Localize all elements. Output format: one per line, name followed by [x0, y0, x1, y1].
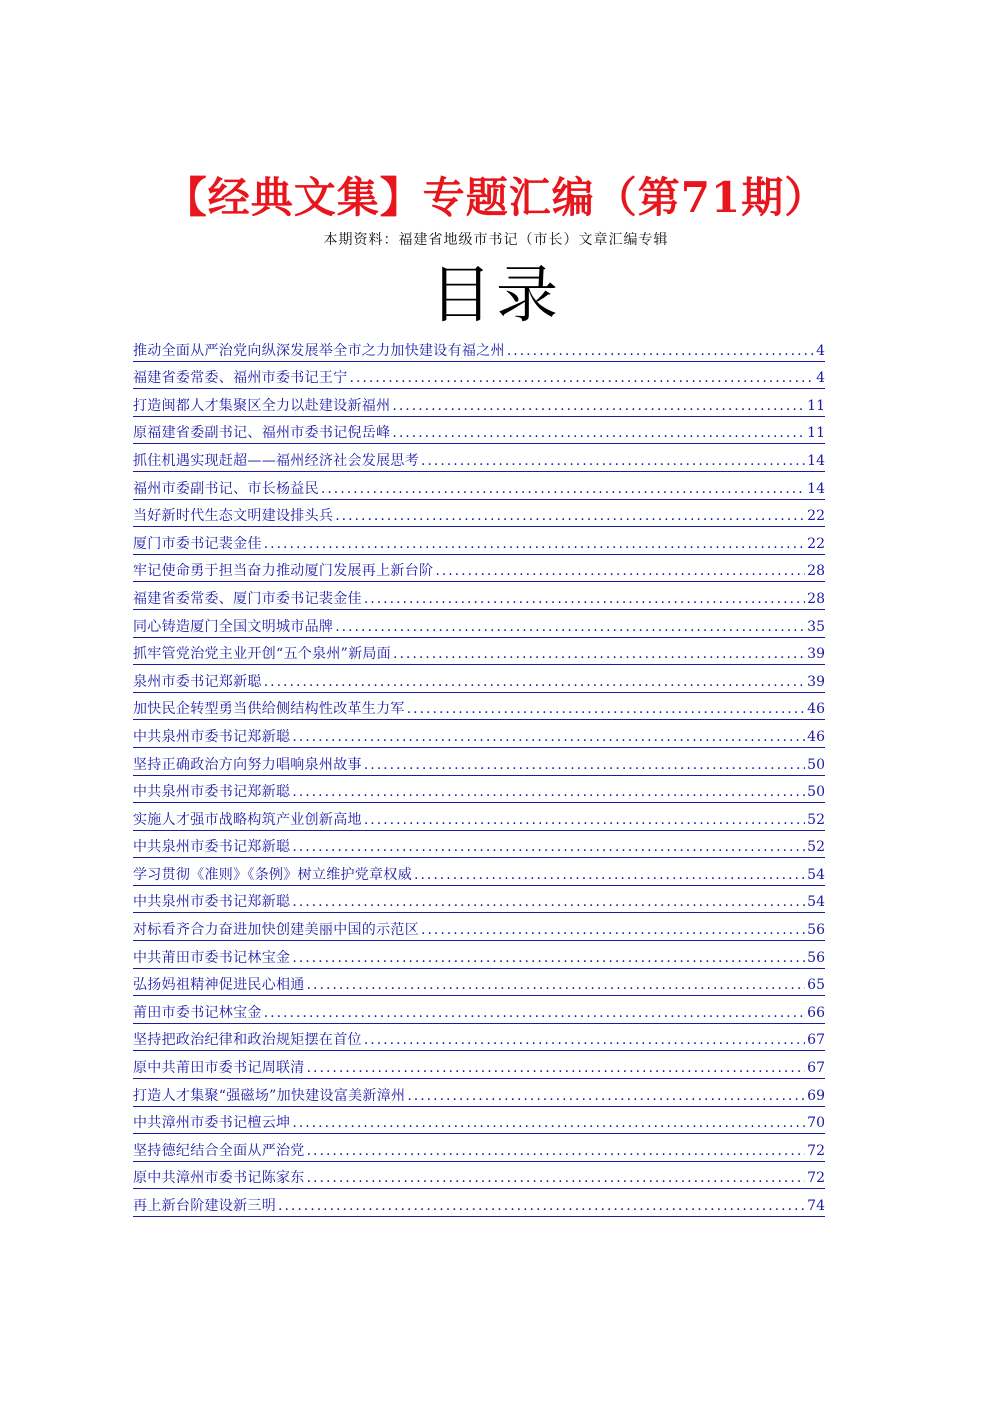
- toc-page-number[interactable]: 54: [807, 866, 825, 883]
- toc-entry-title[interactable]: 学习贯彻《准则》《条例》树立维护党章权威: [133, 866, 412, 883]
- toc-entry-title[interactable]: 坚持德纪结合全面从严治党: [133, 1142, 305, 1159]
- toc-page-number[interactable]: 11: [807, 425, 825, 442]
- toc-entry[interactable]: [133, 665, 825, 693]
- toc-entry[interactable]: [133, 1162, 825, 1190]
- toc-page-number[interactable]: 11: [807, 397, 825, 414]
- toc-dot-leader: [364, 589, 805, 609]
- toc-dot-leader: [364, 755, 805, 775]
- toc-dot-leader: [421, 920, 805, 940]
- toc-page-number[interactable]: 22: [807, 535, 825, 552]
- table-of-contents: [133, 334, 825, 1217]
- toc-dot-leader: [264, 534, 805, 554]
- toc-entry[interactable]: [133, 886, 825, 914]
- toc-dot-leader: [407, 1086, 805, 1106]
- toc-page-number[interactable]: 14: [807, 452, 825, 469]
- toc-entry[interactable]: [133, 500, 825, 528]
- toc-entry-title[interactable]: 原中共莆田市委书记周联清: [133, 1060, 305, 1077]
- toc-entry[interactable]: [133, 638, 825, 666]
- toc-page-number[interactable]: 50: [807, 756, 825, 773]
- toc-dot-leader: [292, 782, 805, 802]
- toc-page-number[interactable]: 28: [807, 563, 825, 580]
- toc-dot-leader: [407, 699, 805, 719]
- toc-entry-title[interactable]: 同心铸造厦门全国文明城市品牌: [133, 618, 334, 635]
- toc-entry-title[interactable]: 实施人才强市战略构筑产业创新高地: [133, 811, 362, 828]
- toc-entry[interactable]: [133, 1134, 825, 1162]
- toc-dot-leader: [435, 561, 805, 581]
- toc-heading: 目录: [429, 258, 562, 331]
- toc-page-number[interactable]: 14: [807, 480, 825, 497]
- toc-page-number[interactable]: 50: [807, 784, 825, 801]
- toc-entry[interactable]: [133, 1189, 825, 1217]
- toc-dot-leader: [392, 423, 805, 443]
- toc-entry[interactable]: [133, 389, 825, 417]
- toc-entry-title[interactable]: 推动全面从严治党向纵深发展举全市之力加快建设有福之州: [133, 342, 505, 359]
- toc-entry-title[interactable]: 对标看齐合力奋进加快创建美丽中国的示范区: [133, 922, 419, 939]
- toc-page-number[interactable]: 56: [807, 922, 825, 939]
- toc-dot-leader: [335, 617, 805, 637]
- toc-dot-leader: [292, 837, 805, 857]
- toc-entry-title[interactable]: 中共泉州市委书记郑新聪: [133, 728, 291, 745]
- toc-entry-title[interactable]: 牢记使命勇于担当奋力推动厦门发展再上新台阶: [133, 563, 434, 580]
- toc-entry-title[interactable]: 坚持把政治纪律和政治规矩摆在首位: [133, 1032, 362, 1049]
- toc-page-number[interactable]: 65: [807, 977, 825, 994]
- toc-entry[interactable]: [133, 417, 825, 445]
- toc-page-number[interactable]: 28: [807, 590, 825, 607]
- toc-page-number[interactable]: 22: [807, 508, 825, 525]
- toc-page-number[interactable]: 66: [807, 1004, 825, 1021]
- toc-dot-leader: [335, 506, 805, 526]
- toc-dot-leader: [393, 644, 805, 664]
- toc-dot-leader: [321, 479, 805, 499]
- toc-entry[interactable]: [133, 720, 825, 748]
- toc-entry[interactable]: [133, 913, 825, 941]
- toc-entry-title[interactable]: 中共泉州市委书记郑新聪: [133, 784, 291, 801]
- toc-dot-leader: [264, 672, 805, 692]
- toc-page-number[interactable]: 52: [807, 839, 825, 856]
- toc-entry[interactable]: [133, 803, 825, 831]
- document-subtitle: 本期资料：福建省地级市书记（市长）文章汇编专辑: [323, 232, 669, 248]
- toc-entry[interactable]: [133, 858, 825, 886]
- toc-entry-title[interactable]: 当好新时代生态文明建设排头兵: [133, 508, 334, 525]
- toc-page-number[interactable]: 52: [807, 811, 825, 828]
- toc-entry[interactable]: [133, 527, 825, 555]
- toc-dot-leader: [278, 1196, 805, 1216]
- toc-dot-leader: [307, 1168, 806, 1188]
- toc-entry-title[interactable]: 打造人才集聚“强磁场”加快建设富美新漳州: [133, 1087, 406, 1104]
- toc-page-number[interactable]: 39: [807, 646, 825, 663]
- toc-page-number[interactable]: 72: [807, 1170, 825, 1187]
- toc-page-number[interactable]: 67: [807, 1060, 825, 1077]
- toc-entry-title[interactable]: 中共泉州市委书记郑新聪: [133, 839, 291, 856]
- toc-entry[interactable]: [133, 996, 825, 1024]
- toc-page-number[interactable]: 46: [807, 728, 825, 745]
- toc-dot-leader: [414, 865, 805, 885]
- toc-dot-leader: [364, 1030, 805, 1050]
- toc-entry[interactable]: [133, 776, 825, 804]
- toc-entry-title[interactable]: 打造闽都人才集聚区全力以赴建设新福州: [133, 397, 391, 414]
- toc-entry-title[interactable]: 坚持正确政治方向努力唱响泉州故事: [133, 756, 362, 773]
- toc-page-number[interactable]: 69: [807, 1087, 825, 1104]
- toc-entry[interactable]: [133, 582, 825, 610]
- toc-dot-leader: [307, 1058, 806, 1078]
- toc-entry[interactable]: [133, 748, 825, 776]
- toc-entry[interactable]: [133, 1024, 825, 1052]
- toc-dot-leader: [292, 892, 805, 912]
- toc-entry-title[interactable]: 原中共漳州市委书记陈家东: [133, 1170, 305, 1187]
- toc-dot-leader: [421, 451, 805, 471]
- toc-entry-title[interactable]: 原福建省委副书记、福州市委书记倪岳峰: [133, 425, 391, 442]
- document-title: 【经典文集】专题汇编（第71期）: [164, 173, 828, 222]
- toc-entry[interactable]: [133, 969, 825, 997]
- toc-dot-leader: [292, 1113, 805, 1133]
- toc-dot-leader: [307, 1141, 806, 1161]
- toc-page-number[interactable]: 4: [816, 342, 825, 359]
- toc-entry[interactable]: [133, 334, 825, 362]
- toc-entry[interactable]: [133, 1079, 825, 1107]
- toc-entry[interactable]: [133, 941, 825, 969]
- toc-entry[interactable]: [133, 693, 825, 721]
- toc-page-number[interactable]: 72: [807, 1142, 825, 1159]
- toc-dot-leader: [292, 948, 805, 968]
- toc-dot-leader: [292, 727, 805, 747]
- toc-dot-leader: [350, 368, 815, 388]
- toc-entry-title[interactable]: 中共泉州市委书记郑新聪: [133, 894, 291, 911]
- toc-entry-title[interactable]: 福州市委副书记、市长杨益民: [133, 480, 319, 497]
- toc-page-number[interactable]: 46: [807, 701, 825, 718]
- toc-entry[interactable]: [133, 1051, 825, 1079]
- toc-entry-title[interactable]: 再上新台阶建设新三明: [133, 1198, 276, 1214]
- toc-dot-leader: [264, 1003, 805, 1023]
- toc-entry-title[interactable]: 厦门市委书记裴金佳: [133, 535, 262, 552]
- toc-entry-title[interactable]: 中共漳州市委书记檀云坤: [133, 1115, 291, 1132]
- toc-entry[interactable]: [133, 555, 825, 583]
- toc-page-number[interactable]: 67: [807, 1032, 825, 1049]
- toc-entry[interactable]: [133, 362, 825, 390]
- toc-page-number[interactable]: 74: [807, 1198, 825, 1214]
- toc-entry-title[interactable]: 泉州市委书记郑新聪: [133, 673, 262, 690]
- toc-page-number[interactable]: 4: [816, 370, 825, 387]
- toc-page-number[interactable]: 35: [807, 618, 825, 635]
- toc-dot-leader: [307, 975, 806, 995]
- toc-entry[interactable]: [133, 1107, 825, 1135]
- toc-entry-title[interactable]: 福建省委常委、福州市委书记王宁: [133, 370, 348, 387]
- toc-entry-title[interactable]: 福建省委常委、厦门市委书记裴金佳: [133, 590, 362, 607]
- toc-dot-leader: [507, 341, 814, 361]
- toc-dot-leader: [364, 810, 805, 830]
- toc-entry-title[interactable]: 加快民企转型勇当供给侧结构性改革生力军: [133, 701, 405, 718]
- toc-entry[interactable]: [133, 472, 825, 500]
- toc-entry-title[interactable]: 弘扬妈祖精神促进民心相通: [133, 977, 305, 994]
- toc-dot-leader: [392, 396, 805, 416]
- toc-page-number[interactable]: 39: [807, 673, 825, 690]
- toc-entry[interactable]: [133, 610, 825, 638]
- toc-entry-title[interactable]: 中共莆田市委书记林宝金: [133, 949, 291, 966]
- toc-page-number[interactable]: 70: [807, 1115, 825, 1132]
- toc-page-number[interactable]: 56: [807, 949, 825, 966]
- toc-entry[interactable]: [133, 444, 825, 472]
- toc-page-number[interactable]: 54: [807, 894, 825, 911]
- toc-entry[interactable]: [133, 831, 825, 859]
- toc-entry-title[interactable]: 抓住机遇实现赶超——福州经济社会发展思考: [133, 452, 419, 469]
- toc-entry-title[interactable]: 抓牢管党治党主业开创“五个泉州”新局面: [133, 646, 392, 663]
- toc-entry-title[interactable]: 莆田市委书记林宝金: [133, 1004, 262, 1021]
